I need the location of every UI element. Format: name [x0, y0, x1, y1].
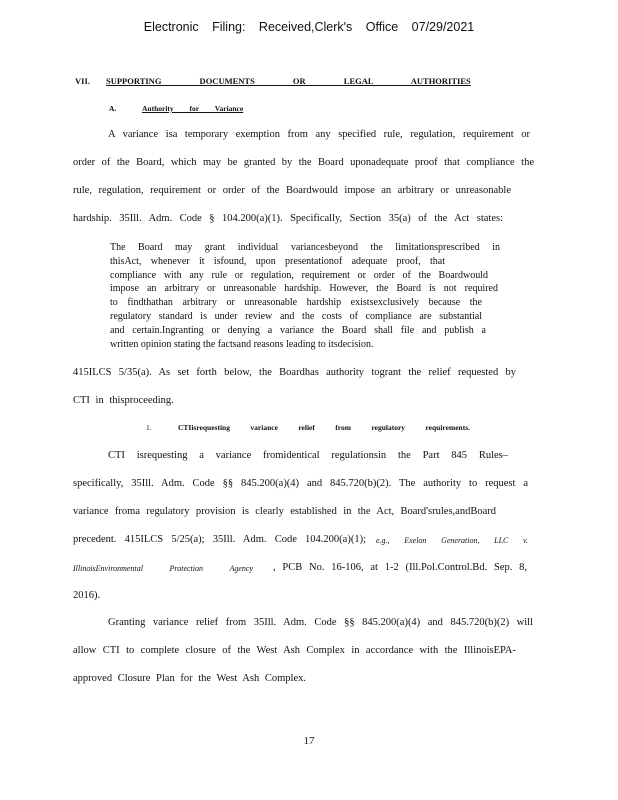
filing-stamp-header: Electronic Filing: Received,Clerk's Office 07/29/2021	[143, 20, 475, 34]
section-number: VII.	[75, 76, 90, 86]
paragraph-line: Granting variance relief from 35Ill. Adm. Code §§ 845.200(a)(4) and 845.720(b)(2) will	[108, 617, 533, 628]
quote-line: The Board may grant individual variancesbeyond the limitationsprescribed in	[110, 242, 500, 253]
paragraph-line: rule, regulation, requirement or order of the Boardwould impose an arbitrary or unreasonable	[73, 185, 511, 196]
block-quote	[110, 241, 500, 351]
paragraph-line: precedent. 415ILCS 5/25(a); 35Ill. Adm. Code 104.200(a)(1);	[73, 534, 366, 545]
quote-line: compliance with any rule or regulation, requirement or order of the Boardwould	[110, 269, 488, 281]
case-citation-italic: IllinoisEnvironmental Protection Agency	[73, 564, 253, 573]
paragraph-line: specifically, 35Ill. Adm. Code §§ 845.200(a)(4) and 845.720(b)(2). The authority to request a	[73, 478, 528, 489]
quote-line: thisAct, whenever it isfound, upon presentationof adequate proof, that	[110, 255, 445, 267]
quote-line: to findthathan arbitrary or unreasonable hardship existsexclusively because the	[110, 297, 482, 309]
paragraph-line: , PCB No. 16-106, at 1-2 (Ill.Pol.Control.Bd. Sep. 8,	[273, 562, 527, 573]
section-title: SUPPORTING DOCUMENTS OR LEGAL AUTHORITIES	[106, 76, 471, 86]
paragraph-line: approved Closure Plan for the West Ash Complex.	[73, 673, 306, 684]
subsection-letter: A.	[109, 104, 117, 113]
case-citation-italic: e.g., Exelon Generation, LLC v.	[376, 536, 528, 545]
paragraph-line: variance froma regulatory provision is clearly established in the Act, Board'srules,andBoard	[73, 506, 496, 517]
paragraph-line: CTI isrequesting a variance fromidentical regulationsin the Part 845 Rules–	[108, 450, 508, 461]
paragraph-line: hardship. 35Ill. Adm. Code § 104.200(a)(1). Specifically, Section 35(a) of the Act states:	[73, 213, 503, 224]
paragraph-line: order of the Board, which may be granted by the Board uponadequate proof that compliance the	[73, 157, 534, 168]
paragraph-line: A variance isa temporary exemption from any specified rule, regulation, requirement or	[108, 129, 530, 140]
paragraph-line: CTI in thisproceeding.	[73, 395, 174, 406]
quote-line: written opinion stating the factsand reasons leading to itsdecision.	[110, 338, 374, 350]
subsection-title: CTIisrequesting variance relief from regulatory requirements.	[178, 423, 470, 432]
quote-line: and certain.Ingranting or denying a variance the Board shall file and publish a	[110, 324, 486, 336]
subsection-title: Authority for Variance	[142, 104, 244, 113]
quote-line: impose an arbitrary or unreasonable hardship. However, the Board is not required	[110, 283, 498, 295]
paragraph-line: allow CTI to complete closure of the West Ash Complex in accordance with the IllinoisEPA-	[73, 645, 516, 656]
subsection-number: 1.	[146, 423, 152, 432]
quote-line: regulatory standard is under review and the costs of compliance are substantial	[110, 310, 482, 322]
paragraph-line: 415ILCS 5/35(a). As set forth below, the Boardhas authority togrant the relief requested by	[73, 367, 516, 378]
page-number: 17	[303, 735, 315, 747]
paragraph-line: 2016).	[73, 590, 101, 601]
